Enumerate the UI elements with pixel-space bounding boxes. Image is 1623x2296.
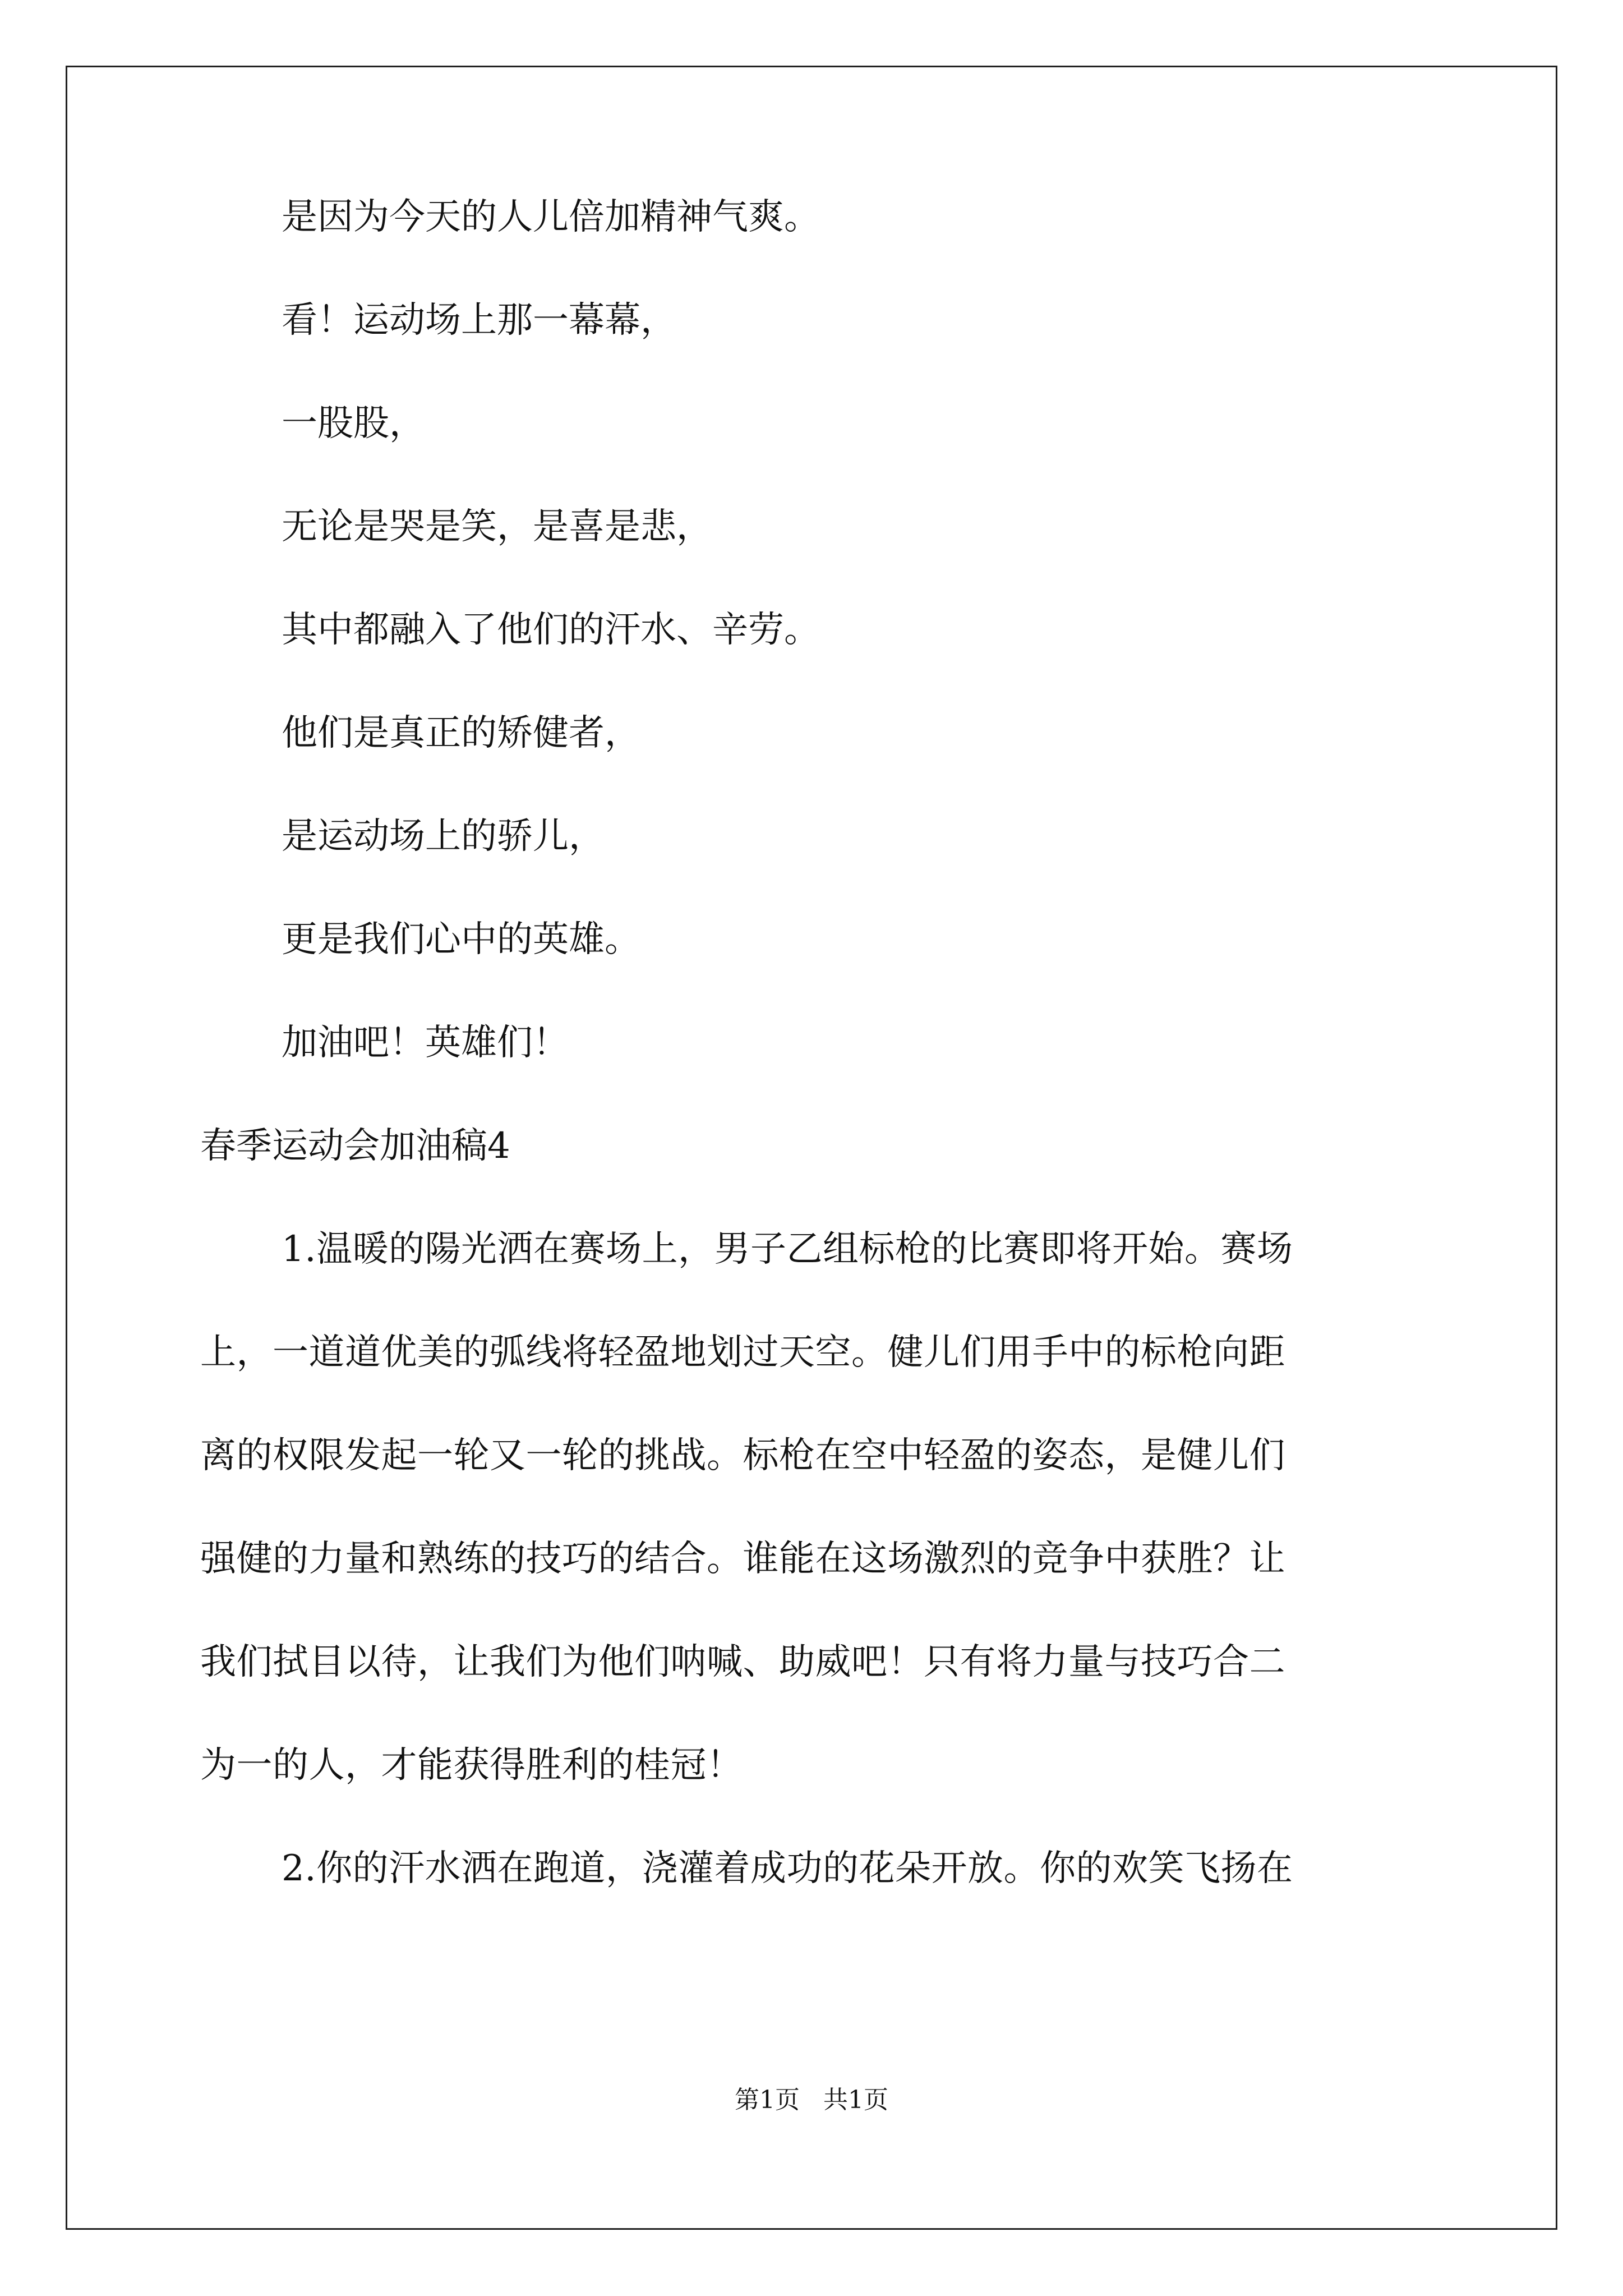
poem-line: 是因为今天的人儿倍加精神气爽。 xyxy=(282,196,820,238)
page-footer xyxy=(0,2088,1623,2113)
page-total: 共1页 xyxy=(823,2086,888,2114)
paragraph-line: 为一的人，才能获得胜利的桂冠！ xyxy=(200,1745,743,1786)
poem-line: 无论是哭是笑，是喜是悲， xyxy=(282,506,712,547)
poem-line: 其中都融入了他们的汗水、辛劳。 xyxy=(282,609,820,651)
poem-line: 加油吧！英雄们！ xyxy=(282,1022,569,1064)
paragraph-line: 离的权限发起一轮又一轮的挑战。标枪在空中轻盈的姿态，是健儿们 xyxy=(200,1435,1285,1476)
paragraph-line: 2.你的汗水洒在跑道，浇灌着成功的花朵开放。你的欢笑飞扬在 xyxy=(282,1848,1293,1889)
paragraph-line: 1.温暖的陽光洒在赛场上，男子乙组标枪的比赛即将开始。赛场 xyxy=(282,1228,1293,1270)
document-body xyxy=(200,196,1423,1954)
poem-line: 一股股， xyxy=(282,403,425,444)
poem-line: 他们是真正的矫健者， xyxy=(282,712,640,754)
paragraph-line: 强健的力量和熟练的技巧的结合。谁能在这场激烈的竞争中获胜？让 xyxy=(200,1538,1285,1580)
paragraph-line: 我们拭目以待，让我们为他们呐喊、助威吧！只有将力量与技巧合二 xyxy=(200,1641,1285,1683)
poem-line: 是运动场上的骄儿， xyxy=(282,816,605,857)
page-number: 第1页 xyxy=(735,2086,800,2114)
section-title: 春季运动会加油稿4 xyxy=(200,1125,510,1167)
paragraph-line: 上，一道道优美的弧线将轻盈地划过天空。健儿们用手中的标枪向距 xyxy=(200,1332,1285,1373)
poem-line: 更是我们心中的英雄。 xyxy=(282,919,640,960)
poem-line: 看！运动场上那一幕幕， xyxy=(282,300,676,341)
